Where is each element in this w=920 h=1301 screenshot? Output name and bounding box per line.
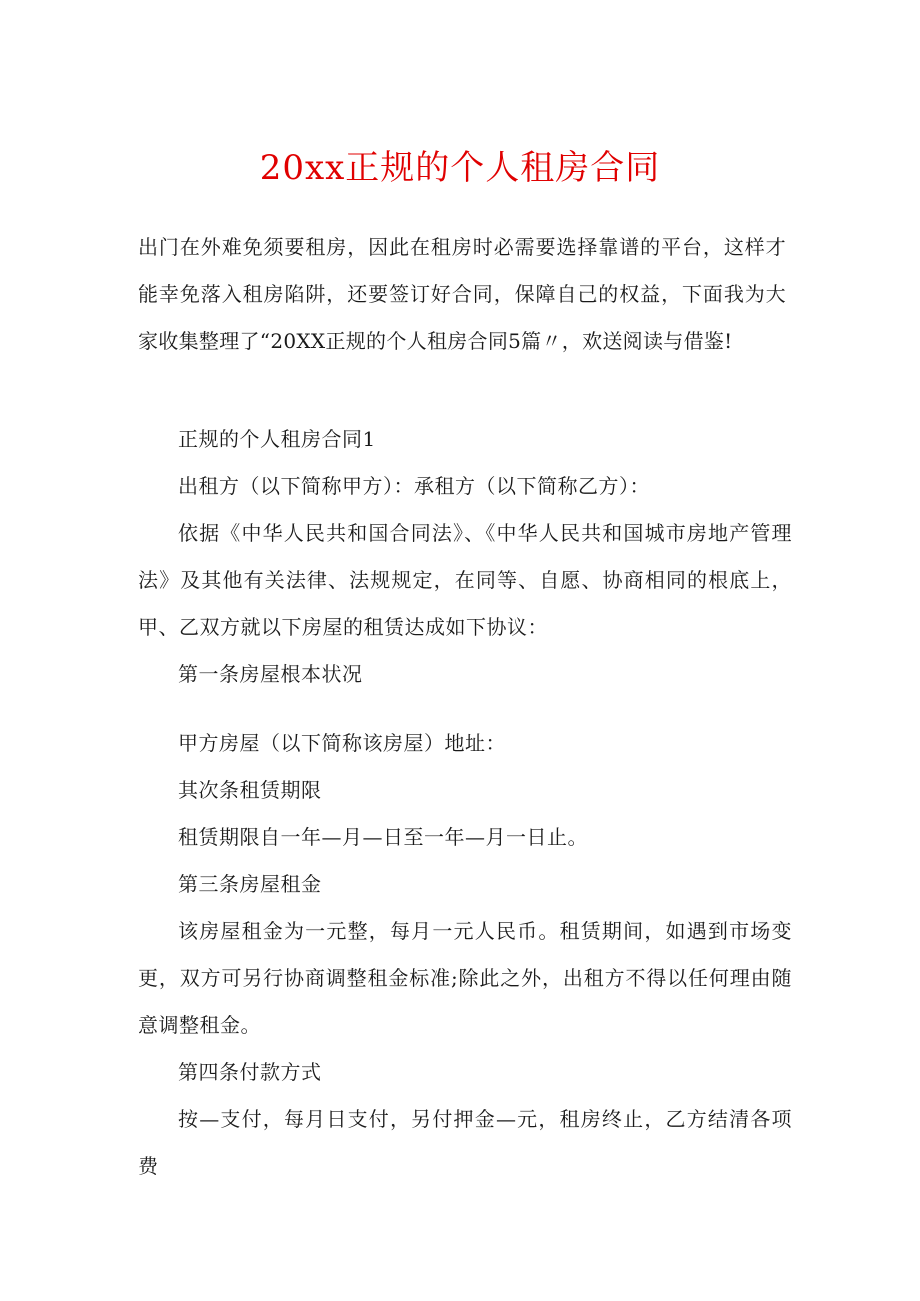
- spacer: [138, 698, 792, 720]
- article-4-heading: 第四条付款方式: [178, 1060, 322, 1084]
- document-title-text: 20xx正规的个人租房合同: [259, 148, 661, 188]
- article-3-heading: 第三条房屋租金: [178, 872, 322, 896]
- article-1-heading: 第一条房屋根本状况: [178, 662, 363, 686]
- lease-term-line: 租赁期限自一年—月—日至一年—月一日止。: [178, 825, 588, 849]
- document-title: [0, 146, 920, 190]
- rent-paragraph: 该房屋租金为一元整，每月一元人民币。租赁期间，如遇到市场变更，双方可另行协商调整租金标准;除此之外，出租方不得以任何理由随意调整租金。: [138, 919, 792, 1037]
- parties-line: 出租方（以下简称甲方）：承租方（以下简称乙方）：: [178, 474, 650, 498]
- contract-heading: 正规的个人租房合同1: [178, 427, 376, 451]
- intro-paragraph: 出门在外难免须要租房，因此在租房时必需要选择靠谱的平台，这样才能幸免落入租房陷阱，还要签订好合同，保障自己的权益，下面我为大家收集整理了“20XX正规的个人租房合同5篇〃，欢送阅读与借鉴!: [138, 235, 786, 353]
- contract-body: [138, 416, 792, 1190]
- payment-method-paragraph: 按—支付，每月日支付，另付押金—元，租房终止，乙方结清各项费: [138, 1107, 792, 1178]
- legal-basis-paragraph: 依据《中华人民共和国合同法》、《中华人民共和国城市房地产管理法》及其他有关法律、法规规定，在同等、自愿、协商相同的根底上，甲、乙双方就以下房屋的租赁达成如下协议：: [138, 521, 792, 639]
- article-2-heading: 其次条租赁期限: [178, 778, 322, 802]
- property-address-line: 甲方房屋（以下简称该房屋）地址：: [178, 731, 506, 755]
